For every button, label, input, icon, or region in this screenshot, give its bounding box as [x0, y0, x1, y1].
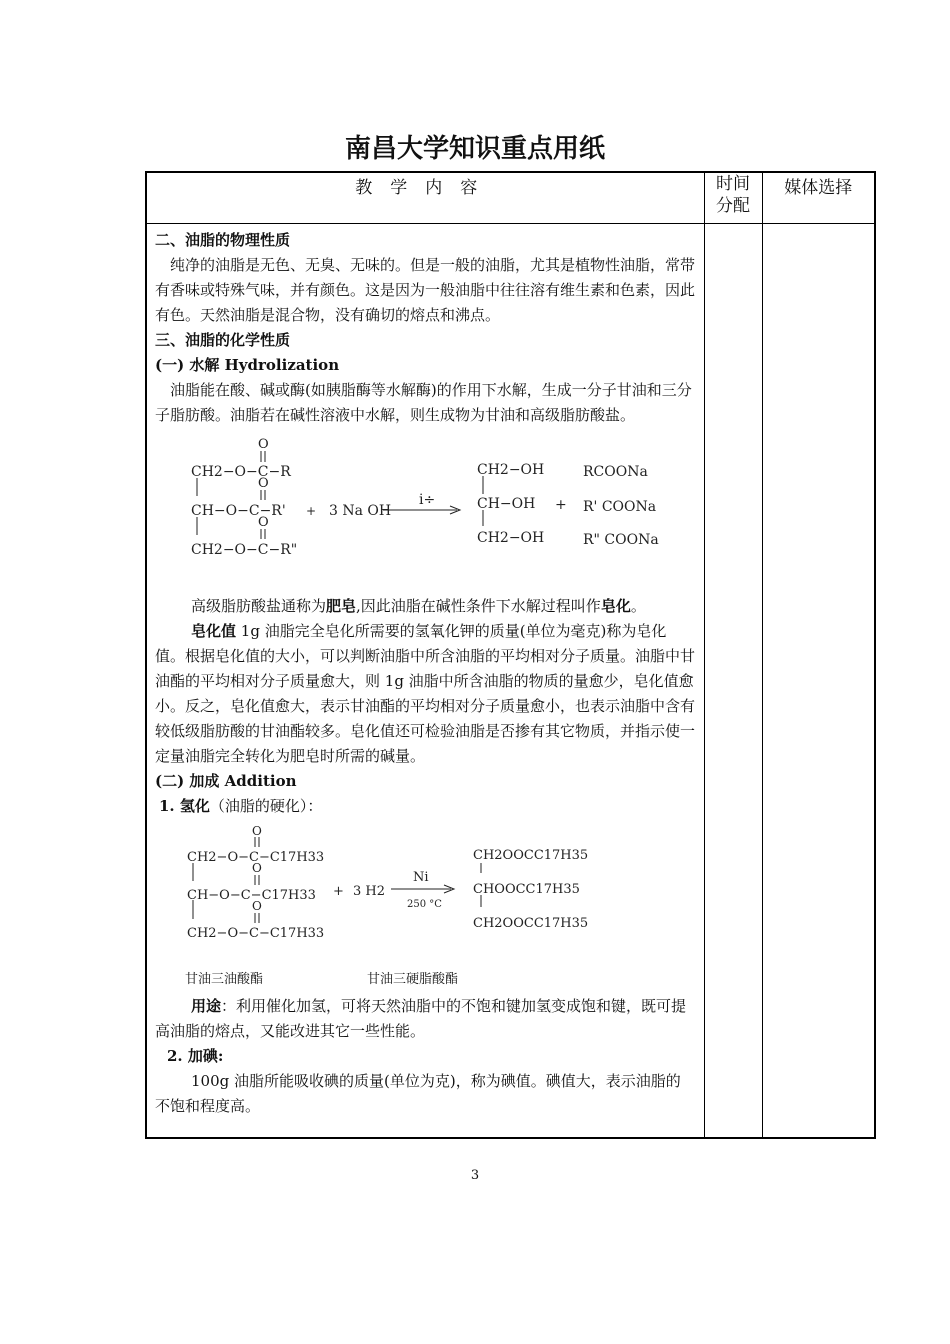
eq1-reactant-line1: CH2−O−C−R [191, 464, 291, 480]
addition-heading: (二) 加成 Addition [155, 772, 297, 790]
eq1-arrow-label: i÷ [419, 492, 436, 508]
page-title: 南昌大学知识重点用纸 [344, 134, 605, 164]
eq1-plus-1: + [306, 504, 317, 518]
time-cell [704, 224, 762, 1139]
svg-text:O: O [252, 861, 262, 875]
eq2-reactant-line1: CH2−O−C−C17H33 [187, 850, 325, 865]
hydrogenation-equation [155, 823, 695, 963]
eq2-product-line3: CH2OOCC17H35 [473, 916, 589, 931]
iodine-heading: 2. 加碘: [167, 1047, 224, 1065]
caption-tristearin: 甘油三硬脂酸酯 [367, 972, 459, 987]
svg-text:O: O [258, 515, 269, 530]
svg-text:O: O [252, 824, 262, 838]
eq2-reactant-line2: CH−O−C−C17H33 [187, 888, 316, 903]
section3-heading: 三、油脂的化学性质 [155, 331, 291, 349]
eq1-product-line2: CH−OH [477, 496, 536, 512]
eq1-product-line1: CH2−OH [477, 462, 545, 478]
header-media: 媒体选择 [762, 172, 875, 224]
eq1-reactant-line3: CH2−O−C−R" [191, 542, 298, 558]
saponification-text: 高级脂肪酸盐通称为肥皂,因此油脂在碱性条件下水解过程叫作皂化。 [191, 597, 646, 615]
use-text: 用途：利用催化加氢，可将天然油脂中的不饱和键加氢变成饱和键，既可提高油脂的熔点，又能改进其它一些性能。 [155, 997, 687, 1040]
svg-text:O: O [252, 899, 262, 913]
eq1-plus-2: + [555, 497, 567, 513]
eq1-salt-line3: R" COONa [583, 532, 659, 548]
eq2-product-line1: CH2OOCC17H35 [473, 848, 589, 863]
hydrogenation-heading: 1. 氢化（油脂的硬化）： [159, 797, 323, 815]
equation-captions [185, 967, 696, 992]
page-number: 3 [470, 1168, 480, 1183]
media-cell [762, 224, 875, 1139]
eq2-reagent: 3 H2 [353, 884, 386, 899]
hydrolysis-equation [155, 434, 695, 574]
eq1-reagent: 3 Na OH [329, 503, 392, 519]
svg-text:O: O [258, 476, 269, 491]
eq2-plus: + [333, 884, 344, 899]
lesson-table [145, 171, 876, 1139]
header-content: 教学内容 [146, 172, 704, 224]
eq2-condition: 250 °C [407, 899, 442, 910]
eq1-salt-line2: R' COONa [583, 499, 657, 515]
section2-body: 纯净的油脂是无色、无臭、无味的。但是一般的油脂，尤其是植物性油脂，常带有香味或特殊气味，并有颜色。这是因为一般油脂中往往溶有维生素和色素，因此有色。天然油脂是混合物，没有确切的熔点和沸点。 [155, 256, 696, 324]
hydrolysis-heading: (一) 水解 Hydrolization [155, 356, 340, 374]
content-cell [146, 224, 704, 1139]
iodine-body: 100g 油脂所能吸收碘的质量(单位为克)，称为碘值。碘值大，表示油脂的不饱和程度高。 [155, 1072, 681, 1115]
header-time: 时间分配 [704, 172, 762, 224]
section2-heading: 二、油脂的物理性质 [155, 231, 291, 249]
svg-text:O: O [258, 437, 269, 452]
eq2-product-line2: CHOOCC17H35 [473, 882, 580, 897]
saponification-value-text: 皂化值 1g 油脂完全皂化所需要的氢氧化钾的质量(单位为毫克)称为皂化值。根据皂化值的大小，可以判断油脂中所含油脂的平均相对分子质量。油脂中甘油酯的平均相对分子质量愈大，则 1g 油脂中所含油脂的物质的量愈少，皂化值愈小。反之，皂化值愈大，表示甘油酯的平均相对分子质量愈小，也表示油脂中含有较低级脂肪酸的甘油酯较多。皂化值还可检验油脂是否掺有其它物质，并指示使一定量油脂完全转化为肥皂时所需的碱量。 [155, 622, 696, 765]
hydrolysis-body: 油脂能在酸、碱或酶(如胰脂酶等水解酶)的作用下水解，生成一分子甘油和三分子脂肪酸。油脂若在碱性溶液中水解，则生成物为甘油和高级脂肪酸盐。 [155, 381, 692, 424]
eq2-reactant-line3: CH2−O−C−C17H33 [187, 926, 325, 941]
eq1-product-line3: CH2−OH [477, 530, 545, 546]
caption-triolein: 甘油三油酸酯 [185, 972, 264, 987]
eq2-catalyst: Ni [413, 870, 429, 885]
eq1-reactant-line2: CH−O−C−R' [191, 503, 286, 519]
eq1-salt-line1: RCOONa [583, 464, 648, 480]
